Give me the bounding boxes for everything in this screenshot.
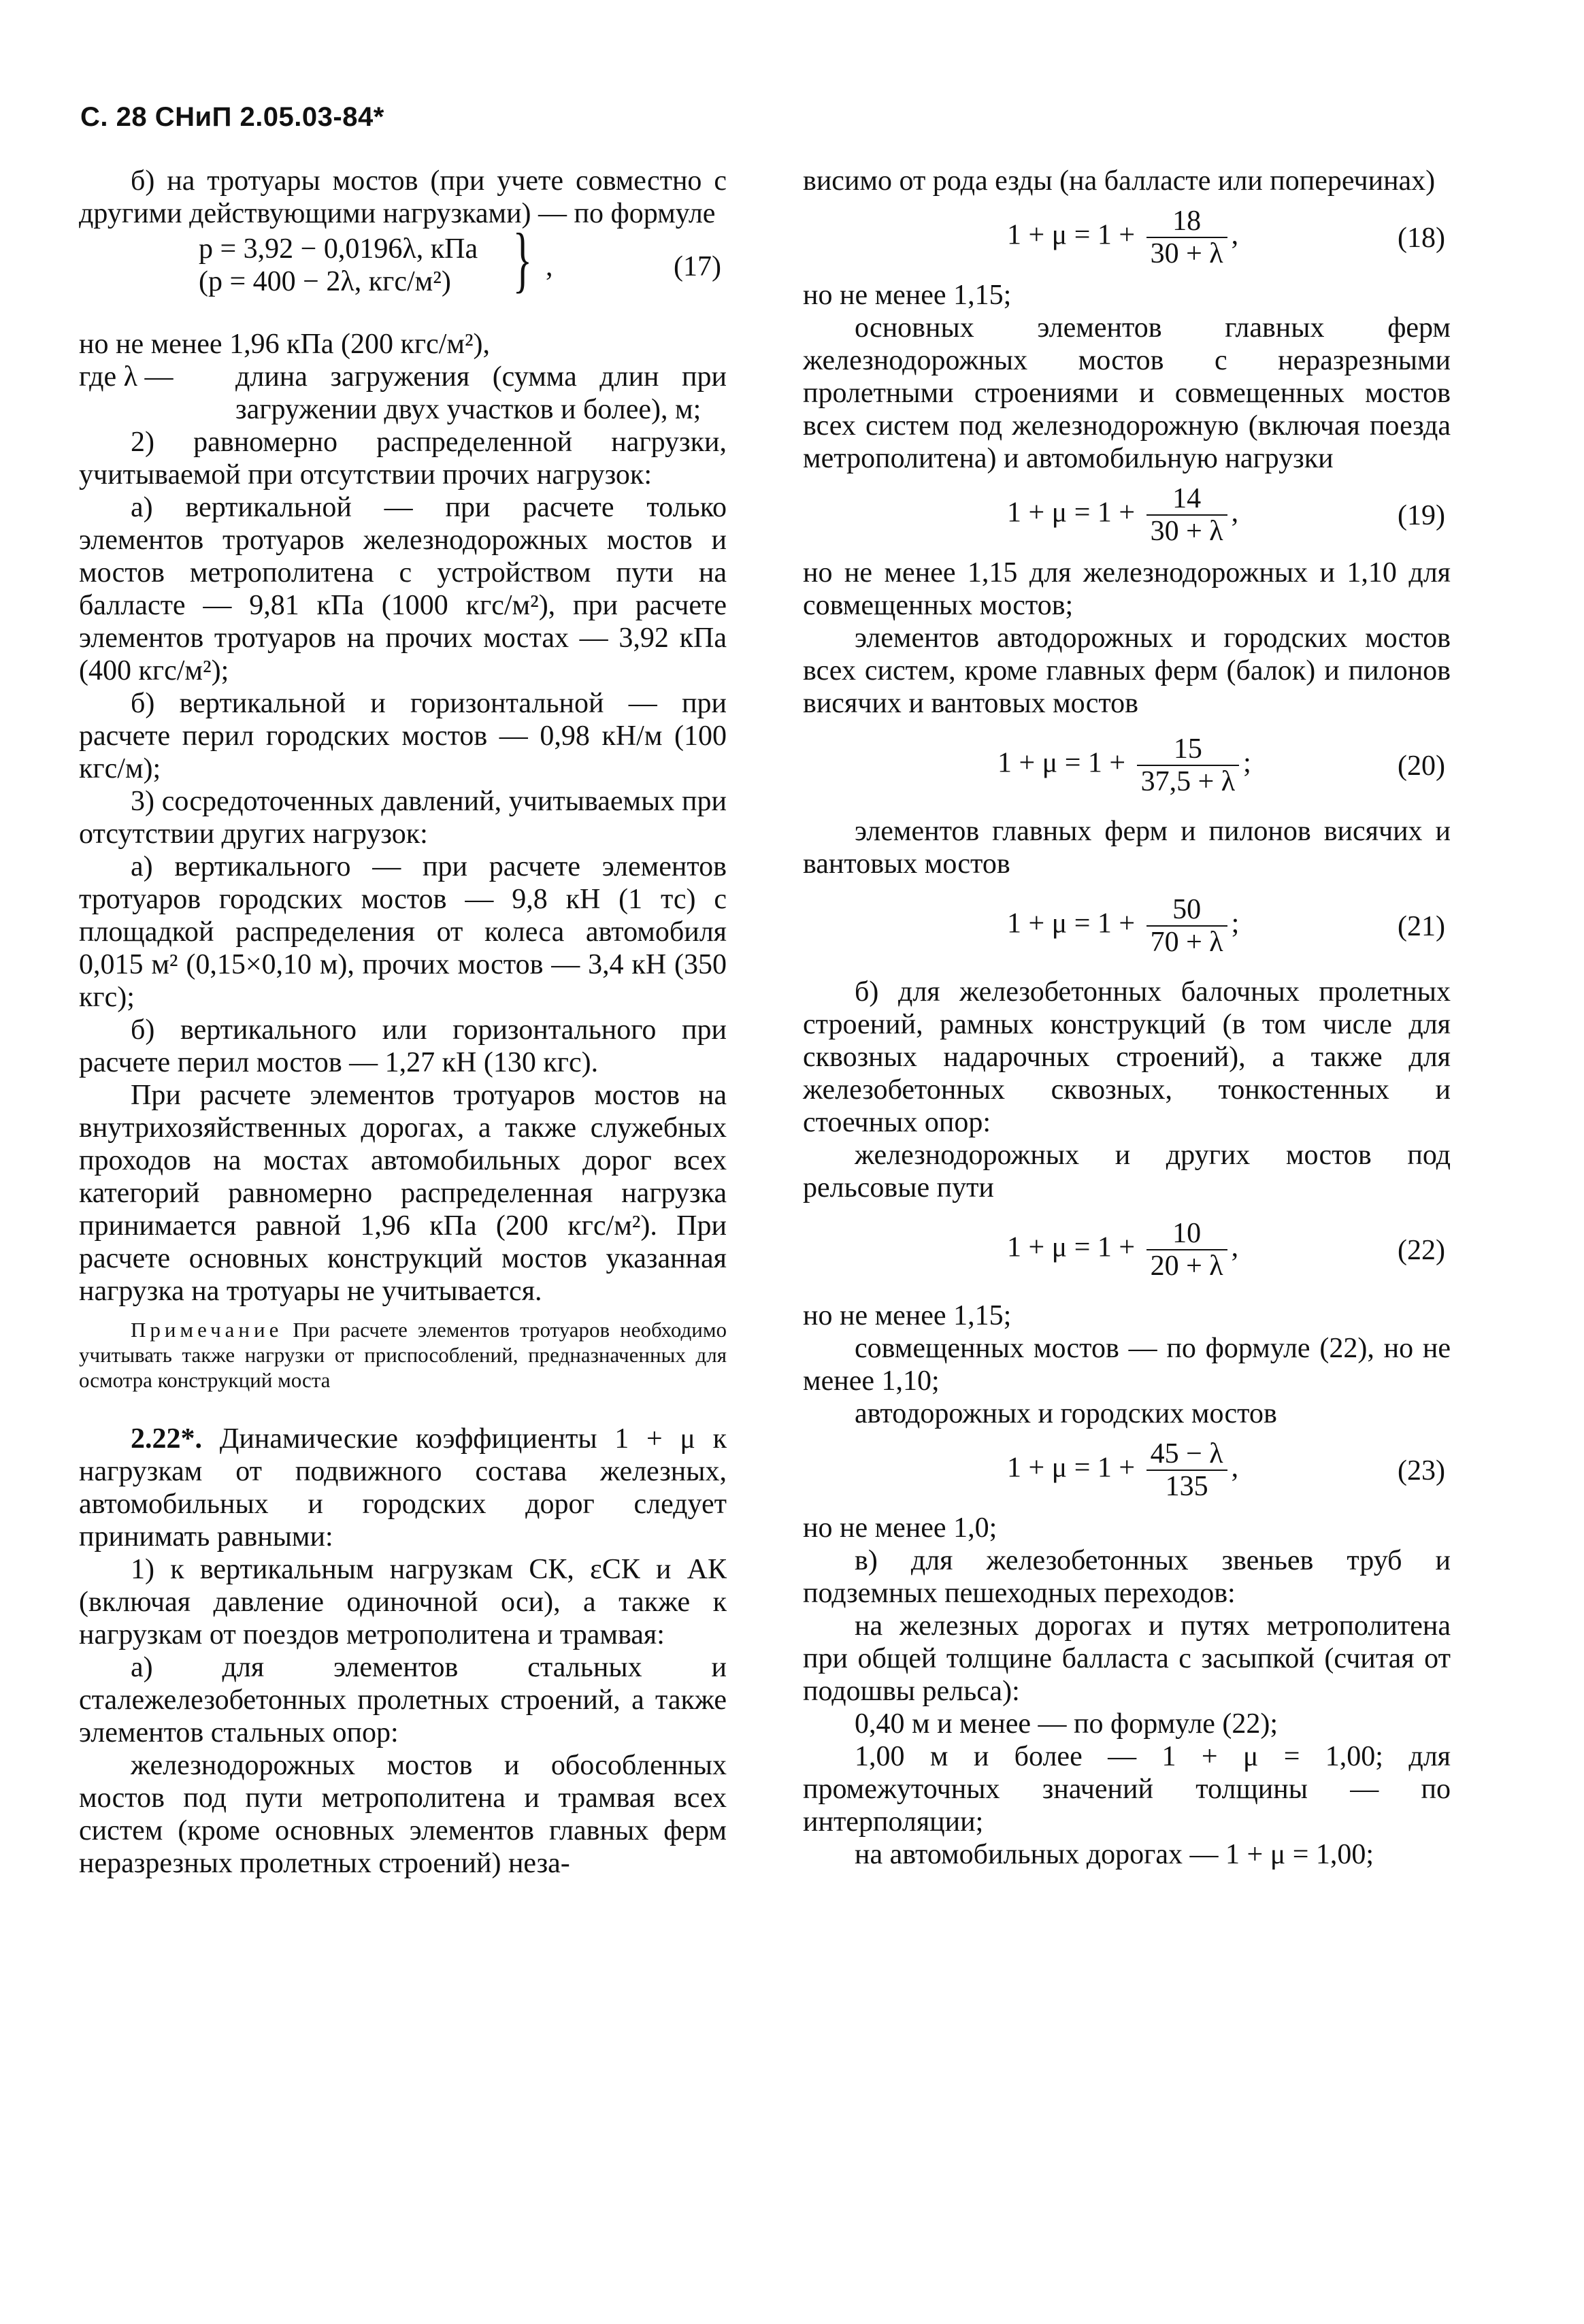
formula-number: (22) [1398, 1235, 1445, 1266]
section-2-22 [79, 1423, 727, 1553]
paragraph: железнодорожных мостов и обособленных мостов под пути метрополитена и трамвая всех систем (кроме основных элементов главных ферм неразрезных пролетных строений) неза- [79, 1750, 727, 1879]
where-label: где λ — [79, 361, 174, 393]
paragraph: автодорожных и городских мостов [855, 1398, 1277, 1429]
formula-number: (19) [1398, 500, 1445, 531]
paragraph: совмещенных мостов — по формуле (22), но не менее 1,10; [803, 1333, 1451, 1397]
formula-lhs: 1 + μ = 1 + [997, 747, 1126, 779]
paragraph: 1) к вертикальным нагрузкам СК, εСК и АК (включая давление одиночной оси), а также к нагрузкам от поездов метрополитена и трамвая: [79, 1554, 727, 1650]
numerator: 15 [1137, 733, 1240, 766]
paragraph: б) вертикального или горизонтального при расчете перил мостов — 1,27 кН (130 кгс). [79, 1014, 727, 1078]
formula-lhs: 1 + μ = 1 + [1007, 1452, 1136, 1484]
paragraph: в) для железобетонных звеньев труб и подземных пешеходных переходов: [803, 1545, 1451, 1609]
formula-17-line1: p = 3,92 − 0,0196λ, кПа [199, 233, 478, 265]
paragraph: а) вертикальной — при расчете только элементов тротуаров железнодорожных мостов и мостов метрополитена с устройством пути на балласте — 9,81 кПа (1000 кгс/м²), при расчете элементов тротуаров на прочих мостах — 3,92 кПа (400 кгс/м²); [79, 492, 727, 686]
fraction [1146, 894, 1227, 958]
formula-19 [803, 475, 1451, 557]
paragraph: б) вертикальной и горизонтальной — при расчете перил городских мостов — 0,98 кН/м (100 кгс/м); [79, 688, 727, 784]
formula-20 [803, 720, 1451, 815]
denominator: 37,5 + λ [1140, 766, 1236, 797]
denominator: 70 + λ [1150, 927, 1223, 958]
formula-tail: , [1231, 497, 1239, 529]
section-text: Динамические коэффициенты 1 + μ к нагрузкам от подвижного состава железных, автомобильных и городских дорог следует принимать равными: [79, 1423, 727, 1553]
formula-number: (21) [1398, 911, 1445, 942]
paragraph: но не менее 1,96 кПа (200 кгс/м²), [79, 329, 491, 360]
formula-22 [803, 1204, 1451, 1299]
page-header: С. 28 СНиП 2.05.03-84* [80, 102, 384, 132]
paragraph: висимо от рода езды (на балласте или поперечинах) [803, 165, 1436, 197]
denominator: 30 + λ [1150, 516, 1223, 547]
definition-text: длина загружения (сумма длин при загружении двух участков и более), м; [235, 361, 727, 425]
formula-tail: ; [1231, 908, 1240, 940]
formula-lhs: 1 + μ = 1 + [1007, 497, 1136, 529]
paragraph: элементов главных ферм и пилонов висячих и вантовых мостов [803, 816, 1451, 880]
formula-number: (18) [1398, 222, 1445, 254]
formula-23 [803, 1430, 1451, 1512]
right-column [803, 165, 1451, 1871]
formula-21 [803, 880, 1451, 976]
fraction [1137, 733, 1240, 797]
paragraph: но не менее 1,15; [803, 280, 1012, 311]
paragraph: но не менее 1,15; [803, 1300, 1012, 1331]
paragraph: 1,00 м и более — 1 + μ = 1,00; для промежуточных значений толщины — по интерполяции; [803, 1741, 1451, 1838]
formula-number: (20) [1398, 750, 1445, 782]
paragraph: а) вертикального — при расчете элементов тротуаров городских мостов — 9,8 кН (1 тс) с площадкой распределения от колеса автомобиля 0,015 м² (0,15×0,10 м), прочих мостов — 3,4 кН (350 кгс); [79, 851, 727, 1013]
paragraph: 0,40 м и менее — по формуле (22); [855, 1708, 1278, 1740]
formula-17-number: (17) [674, 251, 721, 282]
paragraph: б) на тротуары мостов (при учете совместно с другими действующими нагрузками) — по формуле [79, 165, 727, 229]
numerator: 14 [1146, 483, 1227, 516]
formula-tail: , [1231, 1452, 1239, 1484]
paragraph: на железных дорогах и путях метрополитена при общей толщине балласта с засыпкой (считая от подошвы рельса): [803, 1610, 1451, 1707]
paragraph: При расчете элементов тротуаров мостов на внутрихозяйственных дорогах, а также служебных проходов на мостах автомобильных дорог всех категорий равномерно распределенная нагрузка принимается равной 1,96 кПа (200 кгс/м²). При расчете основных конструкций мостов указанная нагрузка на тротуары не учитывается. [79, 1080, 727, 1307]
formula-17-line2: (p = 400 − 2λ, кгс/м²) [199, 266, 451, 297]
fraction [1146, 1218, 1227, 1282]
fraction [1146, 483, 1227, 547]
formula-lhs: 1 + μ = 1 + [1007, 1231, 1136, 1263]
formula-18 [803, 197, 1451, 279]
fraction [1146, 1438, 1227, 1502]
denominator: 30 + λ [1150, 238, 1223, 269]
brace-icon: } [512, 219, 533, 300]
note-label: Примечание [131, 1318, 283, 1342]
formula-lhs: 1 + μ = 1 + [1007, 908, 1136, 940]
paragraph: б) для железобетонных балочных пролетных строений, рамных конструкций (в том числе для сквозных надарочных строений), а также для железобетонных сквозных, тонкостенных и стоечных опор: [803, 976, 1451, 1138]
paragraph: элементов автодорожных и городских мостов всех систем, кроме главных ферм (балок) и пилонов висячих и вантовых мостов [803, 622, 1451, 719]
fraction [1146, 205, 1227, 269]
formula-tail: , [1231, 219, 1239, 251]
note [79, 1317, 727, 1393]
formula-tail: ; [1243, 747, 1251, 779]
paragraph: 3) сосредоточенных давлений, учитываемых при отсутствии других нагрузок: [79, 786, 727, 850]
denominator: 20 + λ [1150, 1250, 1223, 1282]
numerator: 18 [1146, 205, 1227, 238]
numerator: 45 − λ [1146, 1438, 1227, 1471]
paragraph: основных элементов главных ферм железнодорожных мостов с неразрезными пролетными строениями и совмещенных мостов всех систем под железнодорожную (включая поезда метрополитена) и автомобильную нагрузки [803, 312, 1451, 474]
paragraph: 2) равномерно распределенной нагрузки, учитываемой при отсутствии прочих нагрузок: [79, 427, 727, 491]
formula-17-comma: , [546, 251, 553, 282]
paragraph: но не менее 1,0; [803, 1512, 997, 1544]
definition-where [79, 361, 727, 426]
paragraph: на автомобильных дорогах — 1 + μ = 1,00; [855, 1839, 1374, 1870]
formula-tail: , [1231, 1231, 1239, 1263]
paragraph: но не менее 1,15 для железнодорожных и 1,10 для совмещенных мостов; [803, 557, 1451, 621]
numerator: 50 [1146, 894, 1227, 927]
section-number: 2.22*. [131, 1423, 202, 1455]
left-column [79, 165, 727, 1880]
paragraph: а) для элементов стальных и сталежелезобетонных пролетных строений, а также элементов стальных опор: [79, 1652, 727, 1748]
note-text: При расчете элементов тротуаров необходимо учитывать также нагрузки от приспособлений, предназначенных для осмотра конструкций моста [79, 1318, 727, 1392]
denominator: 135 [1165, 1471, 1208, 1502]
formula-number: (23) [1398, 1455, 1445, 1487]
numerator: 10 [1146, 1218, 1227, 1250]
formula-17 [79, 219, 727, 301]
formula-lhs: 1 + μ = 1 + [1007, 219, 1136, 251]
paragraph: железнодорожных и других мостов под рельсовые пути [803, 1140, 1451, 1204]
